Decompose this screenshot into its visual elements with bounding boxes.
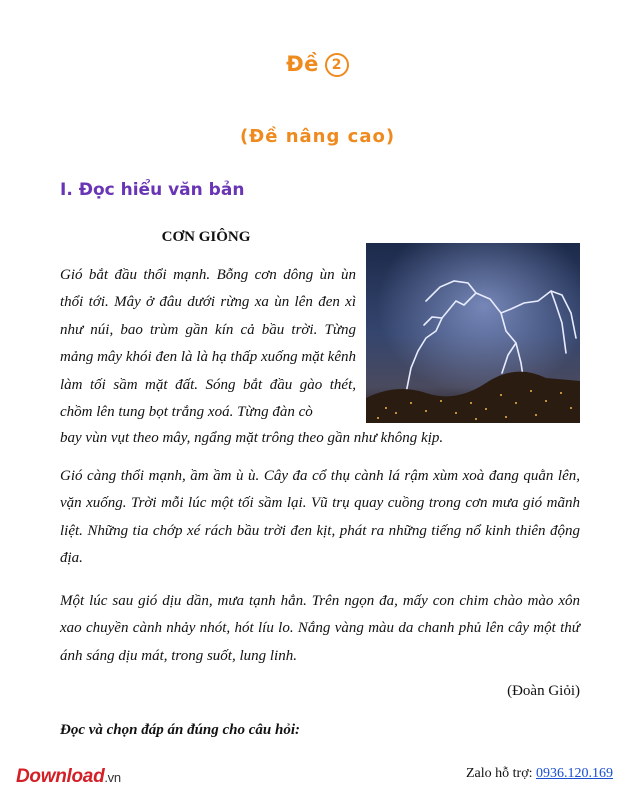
exam-number-badge: 2	[325, 53, 349, 77]
logo-domain-ext: .vn	[104, 770, 121, 785]
exam-title-label: Đề	[286, 52, 319, 76]
section-heading: I. Đọc hiểu văn bản	[60, 180, 245, 200]
exam-subtitle: (Đề nâng cao)	[239, 126, 396, 147]
story-paragraph-1: Gió bắt đầu thổi mạnh. Bỗng cơn dông ùn ùn thổi tới. Mây ở đâu dưới rừng xa ùn lên đen xì như núi, bao trùm gần kín cả bầu trời. Từng mảng mây khói đen là là hạ thấp xuống mặt kênh làm tối sầm mặt đất. Sóng bắt đầu gào thét, chồm lên tung bọt trắng xoá. Từng đàn cò	[60, 267, 356, 421]
story-paragraph-3: Một lúc sau gió dịu dần, mưa tạnh hẳn. Trên ngọn đa, mấy con chim chào mào xôn xao chuyền cành nhảy nhót, hót líu lo. Nắng vàng màu da chanh phủ lên cây một thứ ánh sáng dịu mát, trong suốt, lung linh.	[60, 593, 580, 664]
download-logo[interactable]	[16, 766, 121, 788]
author-credit: (Đoàn Giỏi)	[507, 683, 580, 699]
story-title: CƠN GIÔNG	[161, 229, 251, 245]
story-paragraph-2: Gió càng thổi mạnh, ầm ầm ù ù. Cây đa cổ thụ cành lá rậm xùm xoà đang quằn lên, vặn xuống. Trời mỗi lúc một tối sầm lại. Vũ trụ quay cuồng trong cơn mưa gió mãnh liệt. Những tia chớp xé rách bầu trời đen kịt, phát ra những tiếng nổ kinh thiên động địa.	[60, 468, 580, 567]
exam-title	[0, 52, 635, 77]
zalo-label: Zalo hỗ trợ:	[466, 766, 536, 781]
question-prompt: Đọc và chọn đáp án đúng cho câu hỏi:	[60, 722, 301, 738]
logo-text: Download	[16, 766, 105, 787]
zalo-support	[466, 766, 613, 782]
story-paragraph-1-continued: bay vùn vụt theo mây, ngẩng mặt trông theo gần như không kịp.	[60, 430, 444, 446]
zalo-phone-link[interactable]: 0936.120.169	[536, 766, 613, 781]
lightning-storm-image	[366, 243, 580, 423]
